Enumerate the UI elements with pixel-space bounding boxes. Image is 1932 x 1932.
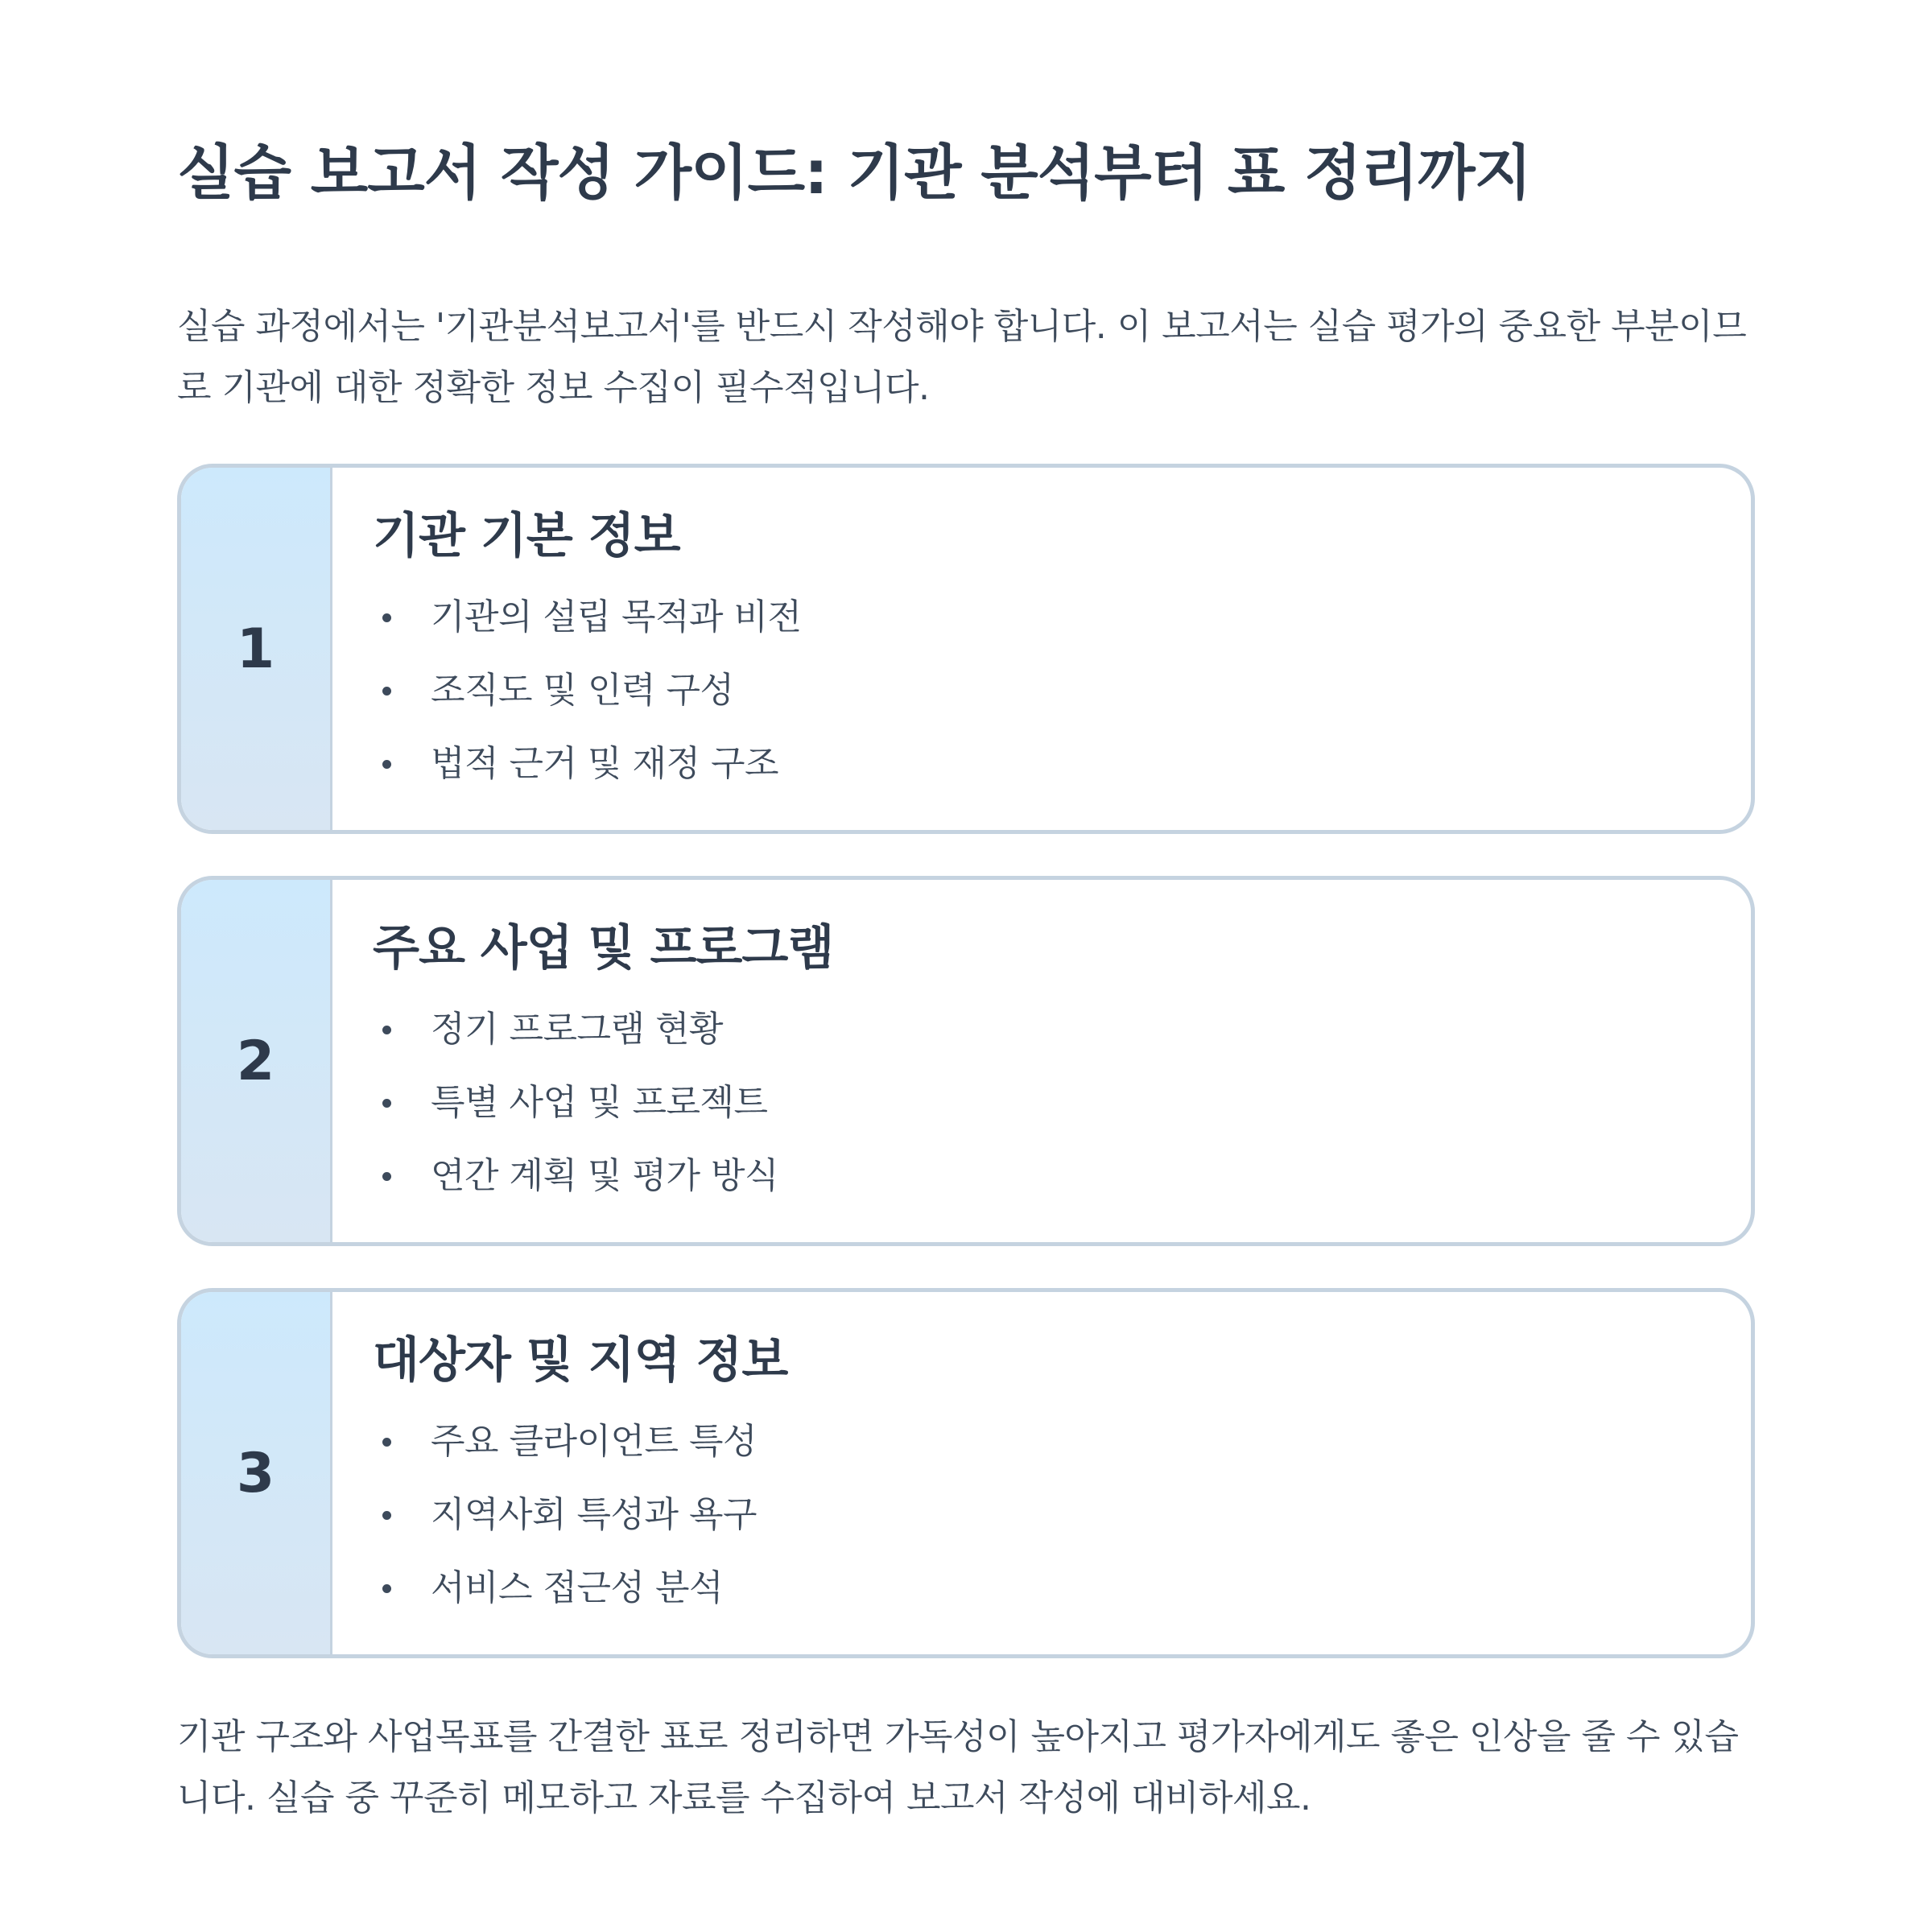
- section-title: 기관 기본 정보: [373, 508, 680, 564]
- list-item: [373, 654, 1751, 727]
- list-item: [373, 1551, 1751, 1624]
- section-number: 2: [181, 880, 332, 1242]
- list-item-text: 법적 근거 및 재정 구조: [431, 743, 778, 784]
- section-number: 1: [181, 468, 332, 830]
- list-item-text: 조직도 및 인력 구성: [431, 670, 734, 711]
- list-item: [373, 1066, 1751, 1139]
- bullet-icon: [382, 687, 391, 696]
- section-cards: [177, 464, 1755, 1658]
- bullet-icon: [382, 613, 391, 622]
- section-body: [332, 468, 1751, 830]
- list-item-text: 연간 계획 및 평가 방식: [431, 1155, 778, 1196]
- bullet-icon: [382, 1438, 391, 1447]
- list-item-text: 주요 클라이언트 특성: [431, 1421, 758, 1462]
- intro-paragraph: 실습 과정에서는 '기관분석보고서'를 반드시 작성해야 합니다. 이 보고서는 실습 평가의 중요한 부분이므로 기관에 대한 정확한 정보 수집이 필수적입니다.: [177, 306, 1747, 408]
- list-item-text: 서비스 접근성 분석: [431, 1567, 724, 1608]
- list-item-text: 기관의 설립 목적과 비전: [431, 597, 802, 638]
- section-list: [373, 580, 1751, 800]
- section-card-3: [177, 1288, 1755, 1658]
- section-list: [373, 1405, 1751, 1624]
- section-card-2: [177, 876, 1755, 1246]
- list-item: [373, 580, 1751, 654]
- list-item-text: 지역사회 특성과 욕구: [431, 1494, 758, 1535]
- bullet-icon: [382, 1584, 391, 1593]
- list-item: [373, 727, 1751, 800]
- bullet-icon: [382, 1511, 391, 1520]
- list-item: [373, 1478, 1751, 1551]
- list-item-text: 특별 사업 및 프로젝트: [431, 1082, 768, 1123]
- bullet-icon: [382, 1172, 391, 1181]
- bullet-icon: [382, 760, 391, 769]
- bullet-icon: [382, 1099, 391, 1108]
- section-title: 대상자 및 지역 정보: [373, 1332, 788, 1389]
- section-body: [332, 880, 1751, 1242]
- list-item: [373, 1139, 1751, 1212]
- list-item: [373, 1405, 1751, 1478]
- page-title: 실습 보고서 작성 가이드: 기관 분석부터 표 정리까지: [177, 138, 1532, 208]
- section-list: [373, 993, 1751, 1212]
- list-item-text: 정기 프로그램 현황: [431, 1009, 724, 1050]
- list-item: [373, 993, 1751, 1066]
- section-title: 주요 사업 및 프로그램: [373, 920, 834, 976]
- closing-paragraph: 기관 구조와 사업목표를 간결한 표로 정리하면 가독성이 높아지고 평가자에게도 좋은 인상을 줄 수 있습니다. 실습 중 꾸준히 메모하고 자료를 수집하여 보고서 작성에 대비하세요.: [177, 1716, 1739, 1818]
- section-number: 3: [181, 1292, 332, 1654]
- section-body: [332, 1292, 1751, 1654]
- bullet-icon: [382, 1026, 391, 1034]
- section-card-1: [177, 464, 1755, 834]
